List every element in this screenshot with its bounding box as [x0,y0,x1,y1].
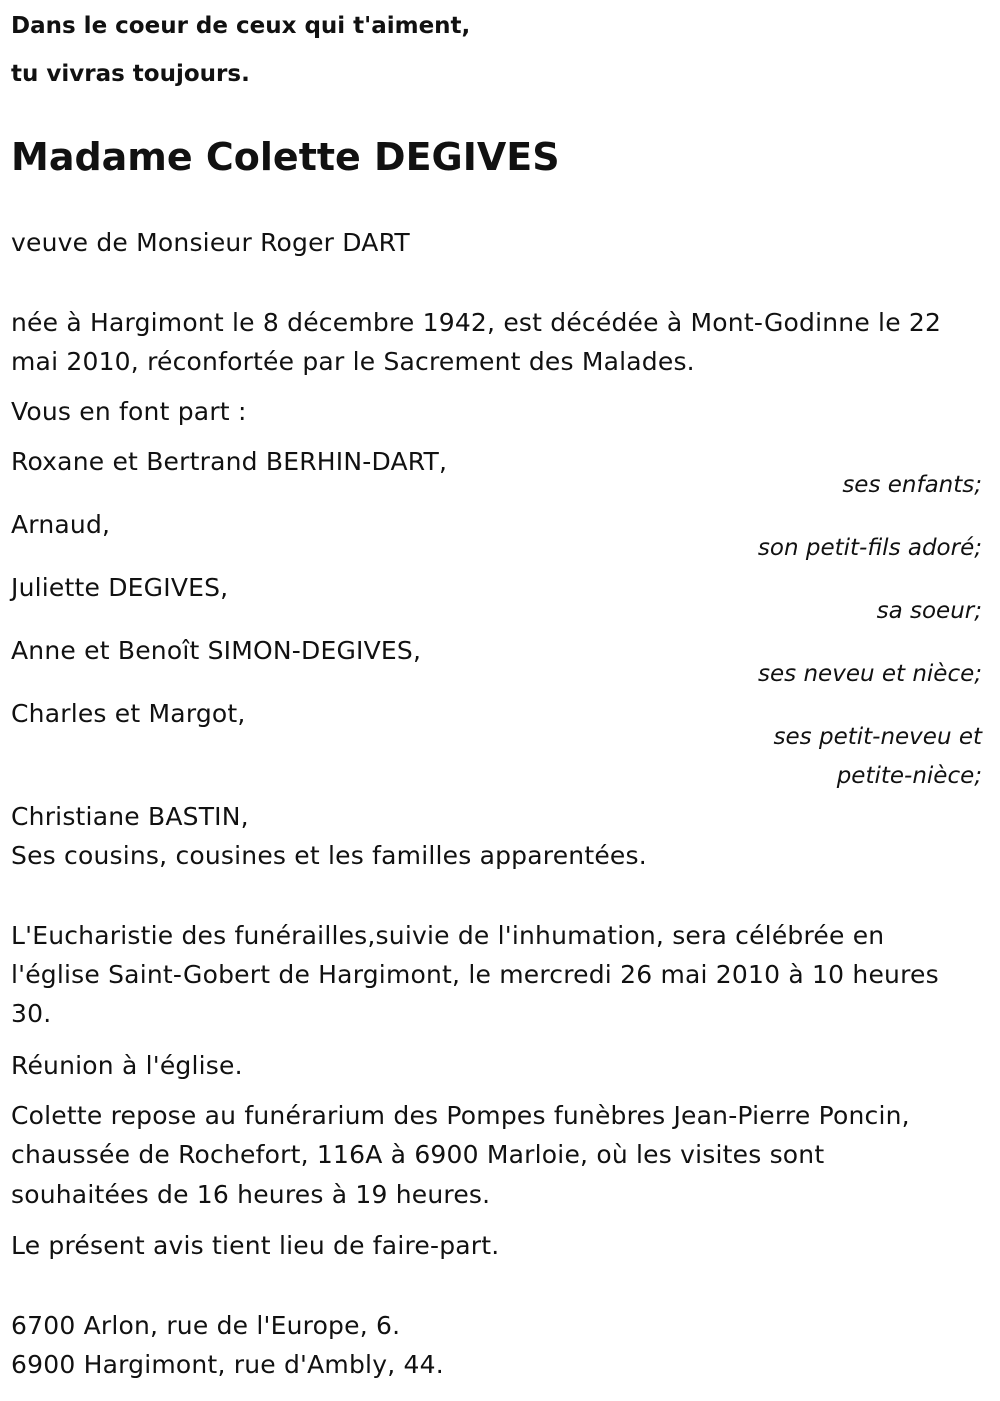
family-extra-line-2: Ses cousins, cousines et les familles apparentées. [11,841,647,870]
address-1: 6700 Arlon, rue de l'Europe, 6. [11,1311,401,1340]
ceremony-line-2: l'église Saint-Gobert de Hargimont, le mercredi 26 mai 2010 à 10 heures [11,960,939,989]
family-names-2: Arnaud, [11,510,111,539]
family-names-5: Charles et Margot, [11,699,246,728]
family-names-3: Juliette DEGIVES, [11,573,229,602]
birth-death-line-2: mai 2010, réconfortée par le Sacrement des Malades. [11,347,695,376]
epigraph-line-2: tu vivras toujours. [11,61,250,87]
rest-line-3: souhaitées de 16 heures à 19 heures. [11,1180,491,1209]
family-relation-2: son petit-fils adoré; [757,535,982,561]
meeting-text: Réunion à l'église. [11,1051,243,1080]
ceremony-line-3: 30. [11,999,52,1028]
family-relation-4: ses neveu et nièce; [758,661,982,687]
rest-line-2: chaussée de Rochefort, 116A à 6900 Marloie, où les visites sont [11,1140,825,1169]
birth-death-line-1: née à Hargimont le 8 décembre 1942, est décédée à Mont-Godinne le 22 [11,308,942,337]
epigraph-line-1: Dans le coeur de ceux qui t'aiment, [11,13,471,39]
rest-line-1: Colette repose au funérarium des Pompes funèbres Jean-Pierre Poncin, [11,1101,910,1130]
family-relation-1: ses enfants; [842,472,982,498]
widow-of-text: veuve de Monsieur Roger DART [11,228,410,257]
family-names-4: Anne et Benoît SIMON-DEGIVES, [11,636,422,665]
family-names-1: Roxane et Bertrand BERHIN-DART, [11,447,448,476]
family-relation-3: sa soeur; [876,598,982,624]
page-title: Madame Colette DEGIVES [11,135,560,179]
announcement-intro: Vous en font part : [11,397,247,426]
ceremony-line-1: L'Eucharistie des funérailles,suivie de l'inhumation, sera célébrée en [11,921,885,950]
notice-text: Le présent avis tient lieu de faire-part. [11,1231,500,1260]
address-2: 6900 Hargimont, rue d'Ambly, 44. [11,1350,444,1379]
family-relation-5-line-2: petite-nièce; [836,763,982,789]
family-extra-line-1: Christiane BASTIN, [11,802,249,831]
family-relation-5-line-1: ses petit-neveu et [773,724,982,750]
